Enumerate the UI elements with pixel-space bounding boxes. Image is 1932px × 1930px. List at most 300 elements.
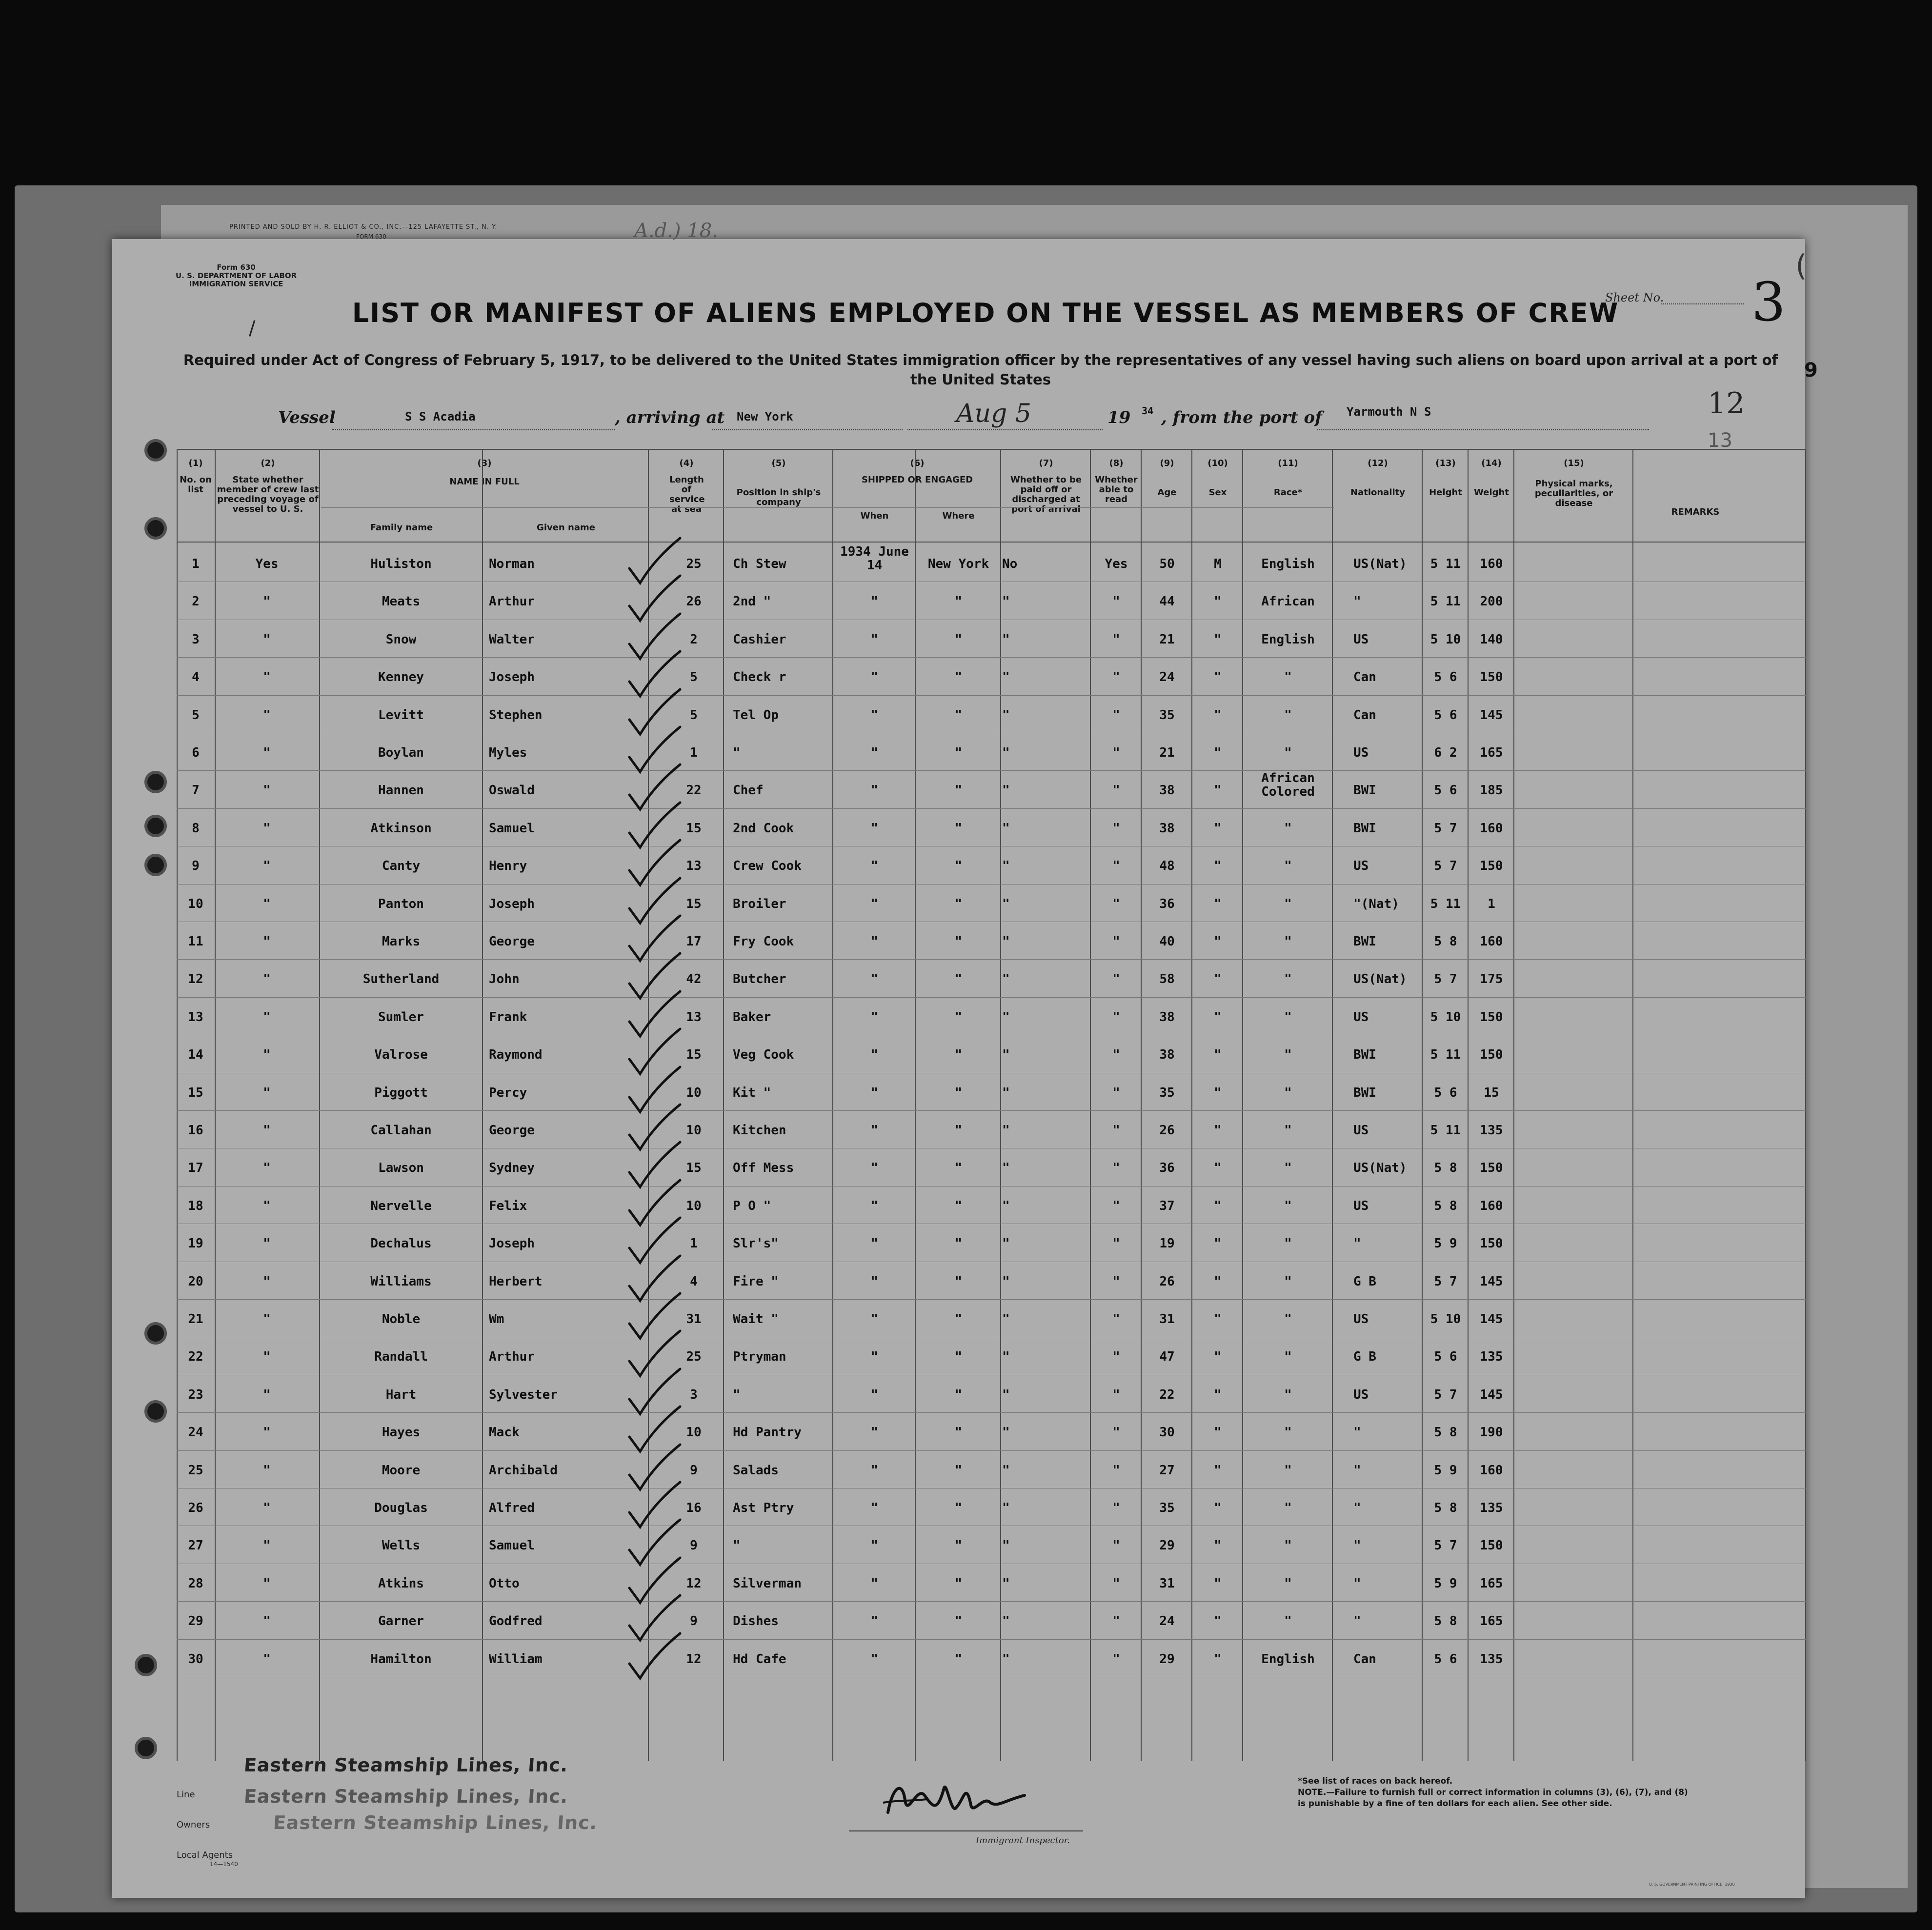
cell-family: Garner	[378, 1614, 424, 1629]
cell-prev: "	[263, 1425, 271, 1440]
cell-given: Joseph	[489, 896, 535, 911]
cell-service: 10	[686, 1425, 702, 1440]
cell-when: "	[870, 745, 879, 760]
cell-race: "	[1284, 896, 1292, 911]
cell-paid: "	[1002, 1538, 1010, 1553]
cell-family: Moore	[382, 1463, 421, 1478]
cell-read: "	[1112, 896, 1120, 911]
col7-header	[1002, 459, 1090, 514]
cell-where: "	[954, 1123, 963, 1138]
cell-family: Callahan	[370, 1123, 432, 1138]
cell-height: 5 11	[1430, 594, 1461, 609]
cell-weight: 165	[1480, 1576, 1503, 1591]
cell-read: "	[1112, 1387, 1120, 1402]
cell-weight: 1	[1488, 896, 1495, 911]
cell-service: 9	[690, 1463, 698, 1478]
table-row	[177, 657, 1805, 695]
cell-age: 29	[1159, 1651, 1175, 1667]
cell-height: 5 7	[1434, 821, 1457, 836]
cell-sex: "	[1214, 1425, 1222, 1440]
cell-service: 12	[686, 1651, 702, 1667]
cell-where: "	[954, 783, 963, 798]
cell-age: 38	[1159, 783, 1175, 798]
cell-nat: "	[1353, 1538, 1361, 1553]
cell-when: "	[870, 1538, 879, 1553]
cell-position: Check r	[733, 670, 786, 685]
cell-age: 26	[1159, 1123, 1175, 1138]
col-label: SHIPPED OR ENGAGED	[861, 475, 973, 485]
cell-position: Butcher	[733, 972, 786, 987]
arriving-label: , arriving at	[615, 408, 725, 427]
cell-service: 25	[686, 557, 702, 571]
cell-family: Levitt	[378, 707, 424, 723]
cell-sex: "	[1214, 632, 1222, 647]
cell-no: 13	[188, 1009, 203, 1025]
cell-family: Boylan	[378, 745, 424, 760]
col10-header	[1193, 459, 1242, 498]
cell-sex: "	[1214, 821, 1222, 836]
cell-prev: "	[263, 1538, 271, 1553]
cell-paid: "	[1002, 670, 1010, 685]
cell-prev: "	[263, 1463, 271, 1478]
cell-no: 16	[188, 1123, 203, 1138]
cell-paid: "	[1002, 1312, 1010, 1327]
cell-paid: "	[1002, 934, 1010, 949]
cell-paid: "	[1002, 1009, 1010, 1025]
punch-hole	[144, 815, 167, 837]
cell-weight: 150	[1480, 1047, 1503, 1063]
inspector-signature-line	[849, 1830, 1083, 1831]
col15-header	[1515, 459, 1632, 508]
cell-age: 35	[1159, 707, 1175, 723]
col-number: (3)	[477, 458, 492, 468]
col1-header	[177, 459, 215, 495]
punch-hole	[144, 439, 167, 462]
cell-paid: "	[1002, 1614, 1010, 1629]
cell-age: 48	[1159, 859, 1175, 874]
cell-race: English	[1261, 1651, 1315, 1667]
cell-no: 14	[188, 1047, 203, 1063]
cell-position: Ast Ptry	[733, 1501, 794, 1515]
cell-height: 5 8	[1434, 1198, 1457, 1213]
cell-position: Cashier	[733, 632, 786, 647]
cell-position: P O "	[733, 1198, 771, 1213]
cell-service: 15	[686, 896, 702, 911]
footnote	[1298, 1776, 1688, 1809]
cell-prev: "	[263, 1085, 271, 1100]
cell-read: Yes	[1105, 557, 1128, 571]
cell-paid: "	[1002, 1387, 1010, 1402]
cell-nat: US	[1353, 1387, 1369, 1402]
cell-position: Kit "	[733, 1085, 771, 1100]
cell-race: "	[1284, 1312, 1292, 1327]
cell-family: Valrose	[374, 1047, 428, 1063]
table-row	[177, 770, 1805, 808]
col-number: (4)	[679, 458, 694, 468]
cell-weight: 150	[1480, 1236, 1503, 1251]
cell-age: 47	[1159, 1349, 1175, 1365]
cell-age: 24	[1159, 1614, 1175, 1629]
cell-position: 2nd "	[733, 594, 771, 609]
cell-weight: 160	[1480, 934, 1503, 949]
cell-height: 5 8	[1434, 1501, 1457, 1515]
cell-sex: "	[1214, 1463, 1222, 1478]
cell-nat: "	[1353, 1614, 1361, 1629]
cell-paid: "	[1002, 707, 1010, 723]
cell-where: "	[954, 1538, 963, 1553]
cell-age: 36	[1159, 896, 1175, 911]
cell-service: 15	[686, 1161, 702, 1176]
cell-given: George	[489, 934, 535, 949]
table-row	[177, 544, 1805, 582]
cell-race: "	[1284, 821, 1292, 836]
col-label: Position in ship's company	[736, 487, 821, 507]
cell-sex: "	[1214, 972, 1222, 987]
col-label: Physical marks, peculiarities, or disease	[1534, 479, 1613, 508]
cell-height: 5 11	[1430, 1123, 1461, 1138]
cell-prev: "	[263, 1614, 271, 1629]
cell-when: "	[870, 1425, 879, 1440]
cell-given: Archibald	[489, 1463, 558, 1478]
cell-when: "	[870, 1312, 879, 1327]
cell-when: "	[870, 1501, 879, 1515]
punch-hole	[144, 1322, 167, 1345]
table-row	[177, 922, 1805, 959]
cell-prev: "	[263, 1651, 271, 1667]
cell-height: 5 8	[1434, 1425, 1457, 1440]
table-row	[177, 733, 1805, 770]
cell-height: 5 8	[1434, 934, 1457, 949]
cell-service: 15	[686, 821, 702, 836]
cell-height: 6 2	[1434, 745, 1457, 760]
cell-weight: 160	[1480, 1463, 1503, 1478]
cell-service: 9	[690, 1614, 698, 1629]
cell-when: "	[870, 1349, 879, 1365]
cell-where: "	[954, 972, 963, 987]
table-row	[177, 1299, 1805, 1337]
cell-read: "	[1112, 594, 1120, 609]
cell-prev: "	[263, 972, 271, 987]
cell-nat: US	[1353, 1198, 1369, 1213]
cell-when: "	[870, 1651, 879, 1667]
cell-nat: "	[1353, 1463, 1361, 1478]
cell-no: 8	[192, 821, 200, 836]
cell-nat: US	[1353, 632, 1369, 647]
cell-no: 30	[188, 1651, 203, 1667]
cell-no: 20	[188, 1274, 203, 1289]
cell-sex: "	[1214, 934, 1222, 949]
cell-position: Wait "	[733, 1312, 779, 1327]
cell-given: Joseph	[489, 1236, 535, 1251]
cell-service: 17	[686, 934, 702, 949]
cell-read: "	[1112, 1614, 1120, 1629]
cell-height: 5 10	[1430, 632, 1461, 647]
cell-family: Piggott	[374, 1085, 428, 1100]
cell-sex: "	[1214, 1009, 1222, 1025]
cell-read: "	[1112, 859, 1120, 874]
sheet-number-line	[1661, 303, 1744, 304]
cell-no: 6	[192, 745, 200, 760]
cell-family: Meats	[382, 594, 421, 609]
cell-read: "	[1112, 1047, 1120, 1063]
cell-when: "	[870, 1123, 879, 1138]
cell-height: 5 8	[1434, 1161, 1457, 1176]
printer-credit: PRINTED AND SOLD BY H. R. ELLIOT & CO., INC.—125 LAFAYETTE ST., N. Y.	[229, 223, 498, 231]
cell-where: "	[954, 594, 963, 609]
cell-nat: "	[1353, 1576, 1361, 1591]
cell-position: Baker	[733, 1009, 771, 1025]
cell-paid: "	[1002, 632, 1010, 647]
cell-no: 11	[188, 934, 203, 949]
cell-weight: 150	[1480, 1538, 1503, 1553]
cell-sex: "	[1214, 1161, 1222, 1176]
cell-age: 31	[1159, 1576, 1175, 1591]
cell-race: "	[1284, 859, 1292, 874]
col-number: (8)	[1109, 458, 1124, 468]
cell-when: "	[870, 1161, 879, 1176]
cell-no: 22	[188, 1349, 203, 1365]
cell-when: "	[870, 1387, 879, 1402]
cell-where: "	[954, 1236, 963, 1251]
col2-header	[217, 459, 319, 514]
cell-prev: "	[263, 1312, 271, 1327]
cell-paid: "	[1002, 1047, 1010, 1063]
cell-prev: "	[263, 632, 271, 647]
departure-port: Yarmouth N S	[1347, 405, 1431, 419]
cell-age: 36	[1159, 1161, 1175, 1176]
cell-when: "	[870, 670, 879, 685]
cell-service: 10	[686, 1198, 702, 1213]
cell-paid: "	[1002, 821, 1010, 836]
cell-service: 12	[686, 1576, 702, 1591]
cell-height: 5 6	[1434, 670, 1457, 685]
cell-family: Dechalus	[370, 1236, 432, 1251]
table-row	[177, 1639, 1805, 1677]
cell-prev: "	[263, 1198, 271, 1213]
cell-nat: BWI	[1353, 783, 1376, 798]
cell-read: "	[1112, 1274, 1120, 1289]
cell-sex: "	[1214, 859, 1222, 874]
cell-where: "	[954, 707, 963, 723]
col-number: (6)	[910, 458, 925, 468]
cell-given: Raymond	[489, 1047, 543, 1063]
top-handwriting: A.d.) 18.	[634, 220, 718, 242]
form-header	[176, 263, 297, 288]
cell-service: 5	[690, 707, 698, 723]
cell-age: 50	[1159, 557, 1175, 571]
cell-read: "	[1112, 934, 1120, 949]
table-row	[177, 997, 1805, 1035]
table-row	[177, 1601, 1805, 1639]
punch-hole	[135, 1737, 157, 1759]
page-subtitle: Required under Act of Congress of February 5, 1917, to be delivered to the United States immigration officer by the representatives of any vessel having such aliens on board upon arrival at a port of the United States	[183, 352, 1778, 388]
cell-weight: 135	[1480, 1501, 1503, 1515]
col-label: No. on list	[180, 475, 212, 495]
cell-no: 21	[188, 1312, 203, 1327]
cell-nat: BWI	[1353, 821, 1376, 836]
table-row	[177, 959, 1805, 997]
cell-position: Tel Op	[733, 707, 779, 723]
cell-nat: BWI	[1353, 1085, 1376, 1100]
cell-where: "	[954, 859, 963, 874]
cell-service: 2	[690, 632, 698, 647]
cell-weight: 140	[1480, 632, 1503, 647]
cell-read: "	[1112, 707, 1120, 723]
cell-when: "	[870, 859, 879, 874]
cell-race: "	[1284, 670, 1292, 685]
col9-header	[1143, 459, 1191, 498]
cell-prev: "	[263, 859, 271, 874]
cell-weight: 135	[1480, 1349, 1503, 1365]
cell-when: "	[870, 934, 879, 949]
cell-weight: 190	[1480, 1425, 1503, 1440]
cell-family: Wells	[382, 1538, 421, 1553]
cell-weight: 185	[1480, 783, 1503, 798]
col11-header	[1244, 459, 1332, 498]
vessel-label: Vessel	[278, 408, 336, 427]
cell-where: "	[954, 1425, 963, 1440]
cell-race: "	[1284, 1236, 1292, 1251]
cell-family: Kenney	[378, 670, 424, 685]
col-number: (7)	[1039, 458, 1053, 468]
cell-height: 5 9	[1434, 1236, 1457, 1251]
cell-sex: "	[1214, 745, 1222, 760]
cell-family: Nervelle	[370, 1198, 432, 1213]
cell-height: 5 10	[1430, 1312, 1461, 1327]
cell-no: 23	[188, 1387, 203, 1402]
cell-no: 29	[188, 1614, 203, 1629]
punch-hole	[144, 1400, 167, 1423]
col-label: Whether to be paid off or discharged at port of arrival	[1010, 475, 1082, 514]
cell-sex: "	[1214, 594, 1222, 609]
cell-position: Ch Stew	[733, 557, 786, 571]
cell-given: Samuel	[489, 1538, 535, 1553]
cell-read: "	[1112, 783, 1120, 798]
cell-when: "	[870, 783, 879, 798]
cell-position: "	[733, 1387, 741, 1402]
cell-age: 37	[1159, 1198, 1175, 1213]
col-label: Nationality	[1350, 487, 1405, 498]
cell-where: "	[954, 1047, 963, 1063]
cell-where: "	[954, 1463, 963, 1478]
year-prefix: 19	[1107, 408, 1131, 427]
col-label: Length of service at sea	[669, 475, 705, 514]
cell-race: "	[1284, 1085, 1292, 1100]
cell-sex: "	[1214, 1198, 1222, 1213]
cell-where: "	[954, 934, 963, 949]
cell-given: Percy	[489, 1085, 527, 1100]
cell-race: "	[1284, 1425, 1292, 1440]
cell-paid: "	[1002, 1274, 1010, 1289]
cell-race: "	[1284, 1047, 1292, 1063]
cell-nat: US	[1353, 859, 1369, 874]
cell-family: Panton	[378, 896, 424, 911]
cell-no: 5	[192, 707, 200, 723]
cell-weight: 15	[1484, 1085, 1499, 1100]
check-mark-icon	[625, 1629, 684, 1683]
cell-race: "	[1284, 1009, 1292, 1025]
cell-given: Wm	[489, 1312, 504, 1327]
cell-when: "	[870, 896, 879, 911]
cell-position: Off Mess	[733, 1161, 794, 1176]
line-label: Line	[177, 1789, 195, 1800]
col-label: State whether member of crew last preceding voyage of vessel to U. S.	[217, 475, 319, 514]
owners-stamp: Eastern Steamship Lines, Inc.	[243, 1786, 569, 1807]
cell-age: 35	[1159, 1501, 1175, 1515]
cell-where: "	[954, 1576, 963, 1591]
cell-family: Huliston	[370, 557, 432, 571]
cell-when: "	[870, 1463, 879, 1478]
header-rule	[177, 449, 1806, 450]
cell-paid: "	[1002, 1349, 1010, 1365]
table-row	[177, 1224, 1805, 1261]
cell-when: "	[870, 972, 879, 987]
cell-where: New York	[927, 557, 989, 571]
cell-weight: 150	[1480, 1161, 1503, 1176]
cell-age: 40	[1159, 934, 1175, 949]
cell-nat: US	[1353, 1123, 1369, 1138]
cell-sex: "	[1214, 1349, 1222, 1365]
cell-read: "	[1112, 1651, 1120, 1667]
cell-when: 1934 June 14	[840, 544, 909, 573]
cell-family: Hayes	[382, 1425, 421, 1440]
cell-age: 26	[1159, 1274, 1175, 1289]
col-number: (12)	[1368, 458, 1388, 468]
cell-given: Felix	[489, 1198, 527, 1213]
column-rule	[1805, 449, 1806, 1761]
cell-no: 24	[188, 1425, 203, 1440]
arrival-date: Aug 5	[956, 399, 1031, 428]
cell-family: Marks	[382, 934, 421, 949]
cell-race: "	[1284, 1387, 1292, 1402]
cell-sex: "	[1214, 1236, 1222, 1251]
cell-service: 10	[686, 1085, 702, 1100]
cell-service: 25	[686, 1349, 702, 1365]
cell-service: 42	[686, 972, 702, 987]
cell-race: African	[1261, 594, 1315, 609]
cell-read: "	[1112, 1009, 1120, 1025]
cell-prev: Yes	[255, 557, 279, 571]
arrival-port: New York	[737, 410, 793, 423]
cell-position: Crew Cook	[733, 859, 802, 874]
cell-paid: "	[1002, 1123, 1010, 1138]
cell-where: "	[954, 1161, 963, 1176]
inspector-signature	[878, 1766, 1044, 1829]
punch-hole	[144, 854, 167, 876]
cell-race: English	[1261, 557, 1315, 571]
col14-header	[1469, 459, 1513, 498]
cell-nat: Can	[1353, 670, 1376, 685]
cell-position: Salads	[733, 1463, 779, 1478]
cell-prev: "	[263, 1349, 271, 1365]
agents-code: 14—1540	[210, 1861, 238, 1868]
cell-height: 5 9	[1434, 1463, 1457, 1478]
cell-prev: "	[263, 1576, 271, 1591]
cell-position: Kitchen	[733, 1123, 786, 1138]
vessel-name: S S Acadia	[405, 410, 476, 423]
cell-paid: "	[1002, 1198, 1010, 1213]
cell-weight: 135	[1480, 1651, 1503, 1667]
cell-weight: 160	[1480, 1198, 1503, 1213]
cell-race: "	[1284, 745, 1292, 760]
cell-sex: "	[1214, 1501, 1222, 1515]
table-row	[177, 1073, 1805, 1110]
cell-weight: 145	[1480, 1387, 1503, 1402]
cell-when: "	[870, 1236, 879, 1251]
table-row	[177, 1412, 1805, 1450]
cell-weight: 175	[1480, 972, 1503, 987]
cell-sex: "	[1214, 1123, 1222, 1138]
